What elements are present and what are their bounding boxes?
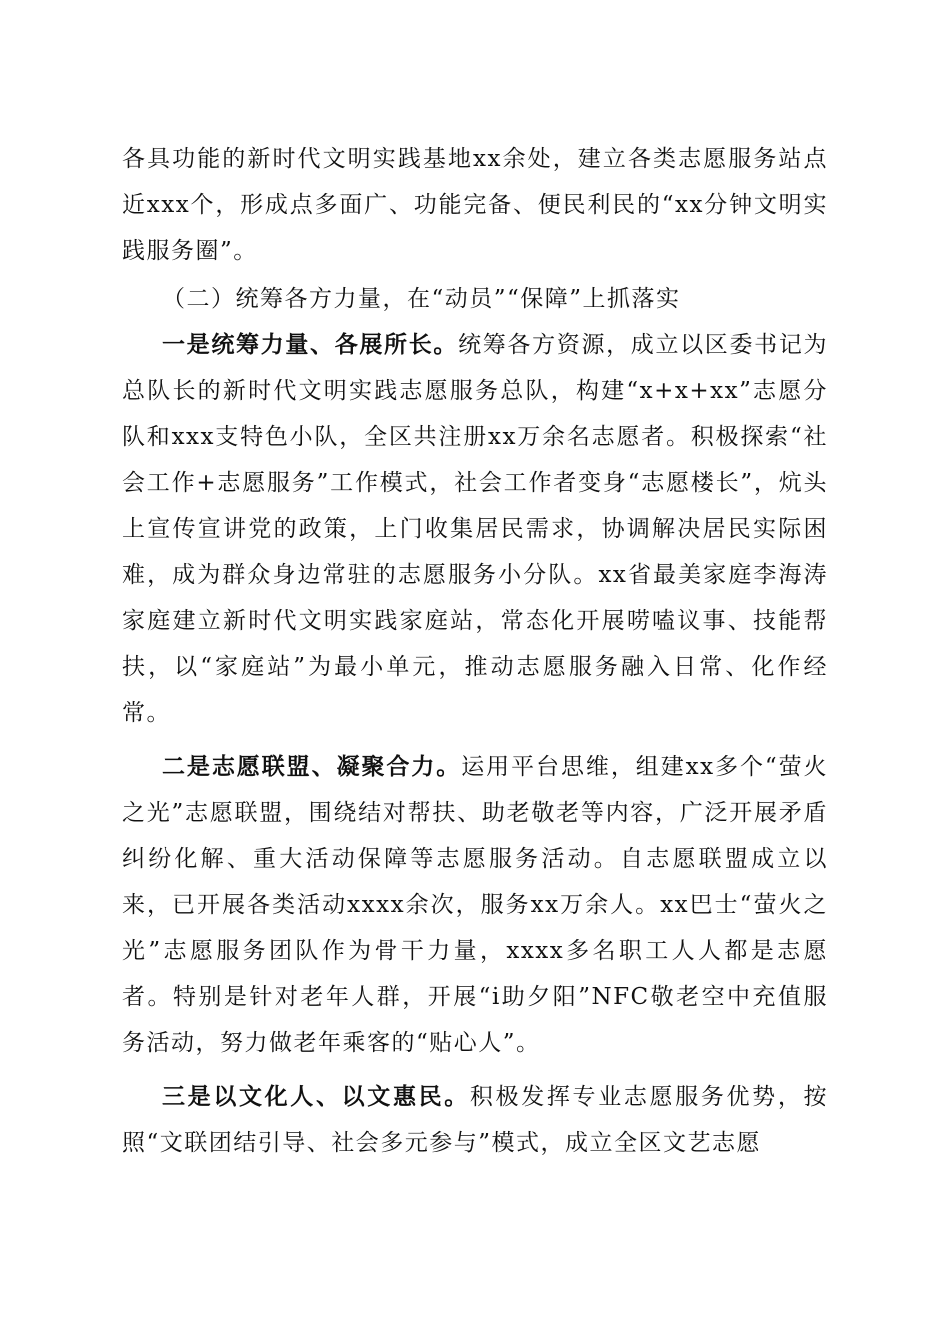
paragraph-2 [122,744,828,1066]
paragraph-1 [122,322,828,736]
paragraph-2-lead: 二是志愿联盟、凝聚合力。 [162,753,462,780]
paragraph-1-body: 统筹各方资源，成立以区委书记为总队长的新时代文明实践志愿服务总队，构建“x+x+xx”志愿分队和xxx支特色小队，全区共注册xx万余名志愿者。积极探索“社会工作+志愿服务”工作模式，社会工作者变身“志愿楼长”，炕头上宣传宣讲党的政策，上门收集居民需求，协调解决居民实际困难，成为群众身边常驻的志愿服务小分队。xx省最美家庭李海涛家庭建立新时代文明实践家庭站，常态化开展唠嗑议事、技能帮扶，以“家庭站”为最小单元，推动志愿服务融入日常、化作经常。 [122,332,829,726]
paragraph-1-lead: 一是统筹力量、各展所长。 [162,331,459,358]
paragraph-3 [122,1074,828,1166]
section-heading: （二）统筹各方力量，在“动员”“保障”上抓落实 [162,286,681,312]
paragraph-3-body: 积极发挥专业志愿服务优势，按照“文联团结引导、社会多元参与”模式，成立全区文艺志愿 [122,1084,829,1156]
paragraph-3-lead: 三是以文化人、以文惠民。 [162,1083,470,1110]
intro-paragraph: 各具功能的新时代文明实践基地xx余处，建立各类志愿服务站点近xxx个，形成点多面广、功能完备、便民利民的“xx分钟文明实践服务圈”。 [122,146,828,264]
document-page [122,136,828,1166]
paragraph-2-body: 运用平台思维，组建xx多个“萤火之光”志愿联盟，围绕结对帮扶、助老敬老等内容，广泛开展矛盾纠纷化解、重大活动保障等志愿服务活动。自志愿联盟成立以来，已开展各类活动xxxx余次，服务xx万余人。xx巴士“萤火之光”志愿服务团队作为骨干力量，xxxx多名职工人人都是志愿者。特别是针对老年人群，开展“i助夕阳”NFC敬老空中充值服务活动，努力做老年乘客的“贴心人”。 [122,754,829,1056]
